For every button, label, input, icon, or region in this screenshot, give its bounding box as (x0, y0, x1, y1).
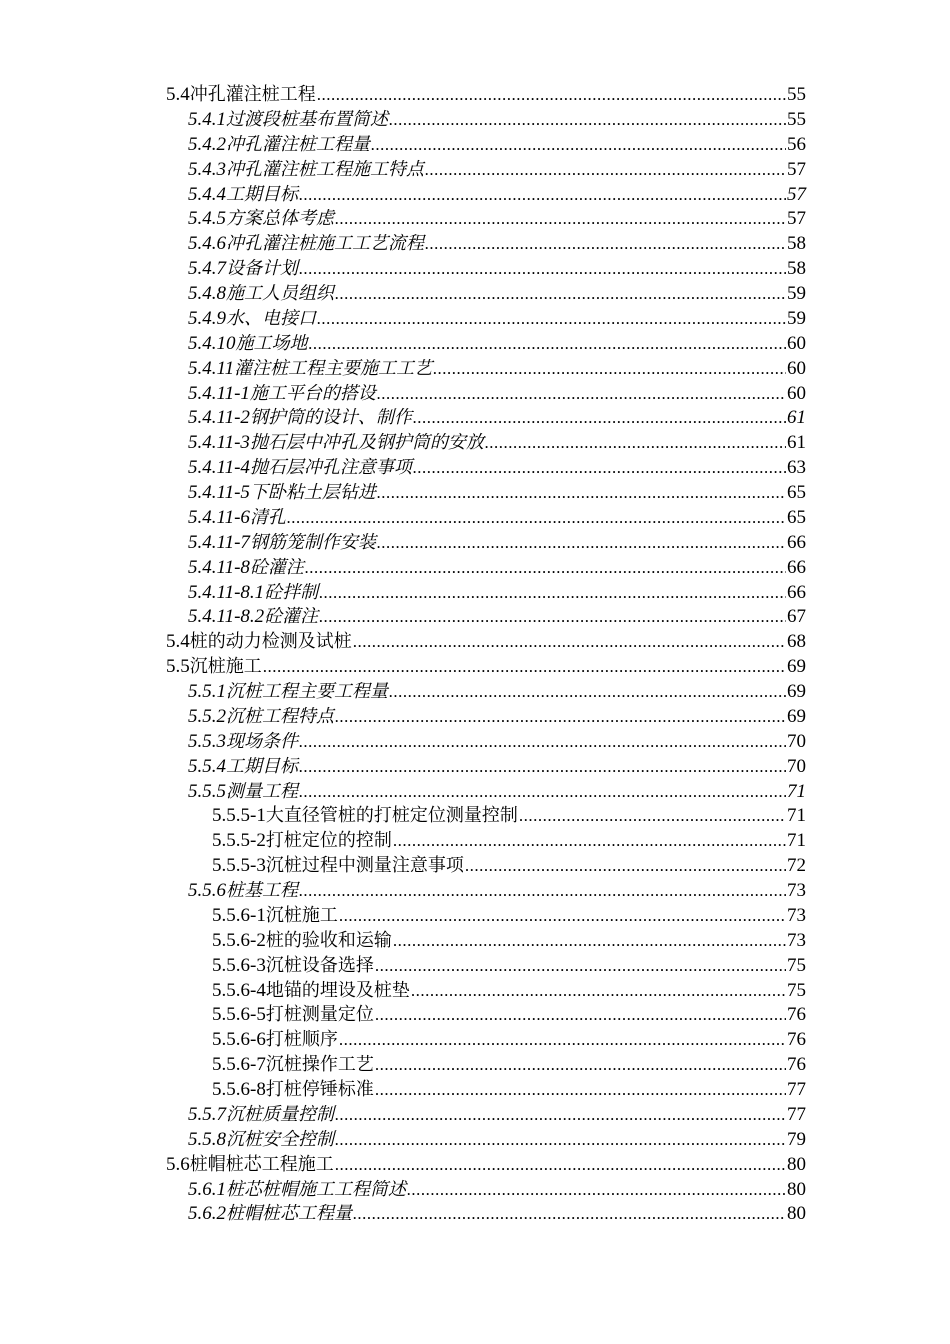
toc-entry[interactable] (166, 826, 806, 851)
toc-leader-dots (299, 881, 786, 901)
toc-entry-page-number: 58 (787, 233, 806, 255)
toc-leader-dots (299, 732, 786, 752)
toc-entry-number: 5.5.5-2 (212, 830, 266, 852)
toc-leader-dots (393, 931, 786, 951)
toc-entry-page-number: 61 (787, 432, 806, 454)
toc-entry-number: 5.6.1 (188, 1178, 226, 1200)
toc-entry-number: 5.4.1 (188, 108, 226, 130)
toc-entry-number: 5.5.7 (188, 1103, 226, 1125)
toc-leader-dots (433, 359, 786, 379)
toc-entry-number: 5.4.8 (188, 283, 226, 304)
toc-entry-title: 过渡段桩基布置简述 (226, 108, 388, 130)
toc-entry[interactable] (166, 727, 806, 752)
toc-entry-title: 桩帽桩芯工程量 (226, 1203, 352, 1225)
toc-entry[interactable] (166, 752, 806, 777)
toc-entry-number: 5.4.11-4 (188, 457, 250, 479)
toc-entry[interactable] (166, 155, 806, 180)
toc-entry-number: 5.4.9 (188, 307, 226, 329)
toc-leader-dots (377, 533, 786, 553)
toc-entry[interactable] (166, 403, 806, 428)
toc-entry[interactable] (166, 254, 806, 279)
toc-entry-number: 5.5.5-3 (212, 855, 266, 877)
toc-leader-dots (299, 185, 786, 205)
toc-leader-dots (519, 806, 786, 826)
toc-entry-number: 5.4.11-8 (188, 556, 250, 578)
toc-entry-page-number: 66 (787, 581, 806, 603)
toc-entry-number: 5.5.2 (188, 705, 226, 727)
toc-leader-dots (335, 707, 786, 727)
toc-entry-number: 5.4.10 (188, 332, 236, 354)
toc-entry-page-number: 73 (787, 880, 806, 901)
toc-entry[interactable] (166, 553, 806, 578)
toc-entry-number: 5.5.6-7 (212, 1054, 266, 1076)
toc-leader-dots (335, 209, 786, 229)
toc-entry-title: 地锚的埋设及桩垫 (265, 979, 410, 1001)
toc-entry-number: 5.5.6-2 (212, 929, 266, 951)
toc-entry[interactable] (166, 578, 806, 603)
toc-entry-title: 打桩停锤标准 (265, 1079, 374, 1100)
toc-entry-title: 设备计划 (226, 258, 298, 280)
toc-entry[interactable] (166, 1025, 806, 1050)
toc-entry-title: 桩帽桩芯工程施工 (189, 1153, 334, 1175)
toc-entry-page-number: 80 (787, 1203, 806, 1225)
toc-leader-dots (389, 110, 786, 130)
toc-leader-dots (353, 632, 786, 652)
toc-entry-number: 5.5.3 (188, 730, 226, 752)
toc-entry[interactable] (166, 478, 806, 503)
toc-entry-title: 大直径管桩的打桩定位测量控制 (265, 805, 518, 827)
toc-entry[interactable] (166, 229, 806, 254)
toc-entry-number: 5.4.11-8.1 (188, 581, 265, 603)
toc-entry-title: 砼拌制 (264, 581, 319, 603)
toc-entry-title: 沉桩施工 (189, 656, 262, 678)
toc-entry-page-number: 75 (787, 979, 806, 1001)
toc-entry[interactable] (166, 80, 806, 105)
toc-entry-number: 5.4.11-7 (188, 531, 250, 553)
toc-entry-title: 测量工程 (226, 780, 298, 802)
toc-entry-page-number: 76 (787, 1004, 806, 1026)
toc-entry-page-number: 75 (787, 954, 806, 976)
toc-entry-page-number: 77 (787, 1103, 806, 1125)
toc-entry[interactable] (166, 379, 806, 404)
toc-entry-number: 5.5.6-5 (212, 1004, 266, 1026)
toc-entry-number: 5.4.5 (188, 208, 226, 230)
toc-entry[interactable] (166, 1050, 806, 1075)
toc-entry-page-number: 71 (787, 805, 806, 827)
toc-entry[interactable] (166, 503, 806, 528)
toc-leader-dots (317, 309, 786, 329)
toc-entry[interactable] (166, 304, 806, 329)
toc-entry-page-number: 67 (787, 606, 806, 628)
toc-entry-page-number: 80 (787, 1153, 806, 1175)
toc-leader-dots (319, 583, 786, 603)
toc-leader-dots (305, 558, 786, 578)
toc-entry-number: 5.5.1 (188, 681, 226, 702)
toc-entry-title: 沉桩过程中测量注意事项 (265, 855, 464, 877)
toc-leader-dots (335, 284, 786, 304)
toc-entry-page-number: 70 (787, 730, 806, 752)
toc-entry-number: 5.4.2 (188, 133, 226, 155)
toc-entry-page-number: 71 (787, 780, 806, 802)
toc-entry[interactable] (166, 876, 806, 901)
toc-entry-number: 5.4.7 (188, 258, 226, 280)
toc-leader-dots (335, 1130, 786, 1150)
toc-entry[interactable] (166, 528, 806, 553)
toc-entry-page-number: 71 (787, 830, 806, 852)
toc-entry[interactable] (166, 279, 806, 304)
toc-leader-dots (411, 981, 786, 1001)
toc-entry-page-number: 79 (787, 1128, 806, 1150)
toc-entry[interactable] (166, 329, 806, 354)
toc-entry-page-number: 72 (787, 855, 806, 877)
toc-entry-title: 沉桩设备选择 (265, 954, 374, 976)
toc-leader-dots (413, 408, 786, 428)
toc-leader-dots (317, 85, 786, 105)
toc-entry-title: 沉桩操作工艺 (265, 1054, 374, 1076)
toc-entry-number: 5.4.11-3 (188, 432, 250, 454)
toc-entry-title: 冲孔灌注桩工程 (189, 84, 316, 105)
toc-entry-title: 现场条件 (226, 730, 298, 752)
toc-entry-title: 打桩顺序 (265, 1029, 338, 1051)
toc-leader-dots (375, 956, 786, 976)
toc-leader-dots (465, 856, 786, 876)
toc-leader-dots (425, 160, 786, 180)
toc-entry[interactable] (166, 1150, 806, 1175)
toc-entry[interactable] (166, 204, 806, 229)
toc-entry-title: 工期目标 (226, 183, 298, 205)
toc-leader-dots (299, 782, 786, 802)
toc-entry-title: 水、电接口 (226, 307, 316, 329)
toc-entry[interactable] (166, 851, 806, 876)
toc-entry-page-number: 70 (787, 755, 806, 777)
toc-entry[interactable] (166, 801, 806, 826)
toc-entry-page-number: 56 (787, 133, 806, 155)
toc-entry[interactable] (166, 1175, 806, 1200)
toc-entry-page-number: 66 (787, 556, 806, 578)
toc-entry-page-number: 58 (787, 258, 806, 280)
toc-entry-page-number: 68 (787, 631, 806, 653)
toc-entry-number: 5.6.2 (188, 1203, 226, 1225)
toc-leader-dots (335, 1105, 786, 1125)
toc-entry-page-number: 73 (787, 929, 806, 951)
toc-entry-title: 抛石层冲孔注意事项 (249, 457, 412, 479)
toc-entry-page-number: 55 (787, 84, 806, 105)
toc-leader-dots (425, 234, 786, 254)
toc-entry[interactable] (166, 602, 806, 627)
toc-entry-page-number: 55 (787, 108, 806, 130)
toc-entry-number: 5.4.3 (188, 158, 226, 180)
toc-entry-page-number: 59 (787, 307, 806, 329)
toc-entry[interactable] (166, 180, 806, 205)
toc-leader-dots (299, 259, 786, 279)
toc-entry-page-number: 63 (787, 457, 806, 479)
toc-leader-dots (353, 1204, 786, 1224)
toc-entry[interactable] (166, 130, 806, 155)
toc-entry-title: 施工场地 (235, 332, 308, 354)
toc-entry-page-number: 60 (787, 357, 806, 379)
toc-entry[interactable] (166, 1125, 806, 1150)
toc-entry-number: 5.5.6-3 (212, 954, 266, 976)
toc-entry[interactable] (166, 652, 806, 677)
toc-entry-title: 桩的动力检测及试桩 (189, 631, 352, 653)
toc-entry-title: 施工人员组织 (226, 283, 334, 304)
toc-entry-page-number: 57 (787, 183, 806, 205)
toc-entry-page-number: 69 (787, 705, 806, 727)
toc-entry-page-number: 57 (787, 158, 806, 180)
toc-entry-title: 冲孔灌注桩工程量 (226, 133, 370, 155)
toc-leader-dots (377, 384, 786, 404)
toc-entry[interactable] (166, 354, 806, 379)
toc-entry-page-number: 69 (787, 656, 806, 678)
toc-entry-page-number: 69 (787, 681, 806, 702)
toc-entry[interactable] (166, 1199, 806, 1224)
toc-entry-page-number: 57 (787, 208, 806, 230)
toc-entry-number: 5.4.11-8.2 (188, 606, 265, 628)
toc-entry-page-number: 60 (787, 382, 806, 404)
toc-leader-dots (413, 458, 786, 478)
toc-entry-page-number: 76 (787, 1029, 806, 1051)
toc-entry-number: 5.5.5 (188, 780, 226, 802)
toc-leader-dots (375, 1080, 786, 1100)
toc-entry[interactable] (166, 1100, 806, 1125)
toc-entry-page-number: 76 (787, 1054, 806, 1076)
toc-entry-number: 5.5.6-8 (212, 1079, 266, 1100)
toc-leader-dots (309, 334, 787, 354)
toc-entry-title: 桩的验收和运输 (265, 929, 392, 951)
toc-entry[interactable] (166, 777, 806, 802)
toc-entry-title: 钢筋笼制作安装 (249, 531, 376, 553)
toc-leader-dots (377, 483, 786, 503)
toc-entry-title: 下卧粘土层钻进 (249, 482, 376, 503)
toc-entry-title: 工期目标 (226, 755, 298, 777)
toc-entry-number: 5.5 (166, 656, 190, 678)
toc-leader-dots (371, 135, 786, 155)
toc-entry-number: 5.4.11-6 (188, 506, 250, 528)
toc-entry[interactable] (166, 453, 806, 478)
toc-entry-title: 桩基工程 (226, 880, 298, 901)
toc-entry-number: 5.4 (166, 84, 190, 105)
toc-entry-number: 5.5.4 (188, 755, 226, 777)
toc-entry[interactable] (166, 1000, 806, 1025)
toc-entry-number: 5.4 (166, 631, 190, 653)
toc-entry-number: 5.4.6 (188, 233, 226, 255)
toc-entry-number: 5.4.11 (188, 357, 235, 379)
toc-entry[interactable] (166, 105, 806, 130)
toc-entry-title: 沉桩施工 (265, 904, 338, 926)
toc-entry-title: 清孔 (249, 506, 286, 528)
toc-entry-title: 冲孔灌注桩施工工艺流程 (226, 233, 424, 255)
toc-entry-number: 5.4.11-2 (188, 407, 250, 429)
toc-entry-number: 5.4.11-5 (188, 482, 250, 503)
toc-leader-dots (263, 657, 786, 677)
toc-entry-number: 5.5.6 (188, 880, 226, 901)
toc-leader-dots (375, 1005, 786, 1025)
toc-entry-page-number: 60 (787, 332, 806, 354)
toc-entry-number: 5.4.11-1 (188, 382, 250, 404)
toc-entry[interactable] (166, 677, 806, 702)
toc-leader-dots (287, 508, 786, 528)
toc-entry-page-number: 61 (787, 407, 806, 429)
toc-leader-dots (375, 1055, 786, 1075)
toc-entry[interactable] (166, 901, 806, 926)
toc-entry-page-number: 73 (787, 904, 806, 926)
toc-entry-page-number: 65 (787, 506, 806, 528)
toc-leader-dots (407, 1180, 786, 1200)
toc-entry-title: 方案总体考虑 (226, 208, 334, 230)
toc-entry-page-number: 80 (787, 1178, 806, 1200)
toc-entry-title: 桩芯桩帽施工工程简述 (226, 1178, 406, 1200)
toc-entry-title: 沉桩工程特点 (226, 705, 334, 727)
toc-entry-title: 砼灌注 (249, 556, 304, 578)
toc-entry[interactable] (166, 627, 806, 652)
toc-entry-number: 5.5.6-6 (212, 1029, 266, 1051)
toc-entry-page-number: 65 (787, 482, 806, 503)
toc-entry-page-number: 66 (787, 531, 806, 553)
toc-entry-title: 灌注桩工程主要施工工艺 (234, 357, 433, 379)
table-of-contents (166, 80, 806, 1224)
toc-entry-page-number: 59 (787, 283, 806, 304)
toc-entry-number: 5.4.4 (188, 183, 226, 205)
toc-entry-page-number: 77 (787, 1079, 806, 1100)
toc-leader-dots (393, 831, 786, 851)
toc-entry[interactable] (166, 1075, 806, 1100)
toc-entry[interactable] (166, 951, 806, 976)
toc-entry[interactable] (166, 926, 806, 951)
toc-entry-number: 5.6 (166, 1153, 190, 1175)
toc-entry[interactable] (166, 976, 806, 1001)
toc-entry-title: 钢护筒的设计、制作 (249, 407, 412, 429)
toc-entry-title: 打桩测量定位 (265, 1004, 374, 1026)
toc-entry-number: 5.5.8 (188, 1128, 226, 1150)
toc-entry-title: 施工平台的搭设 (249, 382, 376, 404)
toc-leader-dots (339, 1030, 786, 1050)
toc-leader-dots (485, 433, 786, 453)
toc-entry-title: 冲孔灌注桩工程施工特点 (226, 158, 424, 180)
toc-leader-dots (299, 757, 786, 777)
toc-entry-title: 抛石层中冲孔及钢护筒的安放 (249, 432, 484, 454)
toc-leader-dots (319, 607, 786, 627)
toc-entry-title: 沉桩质量控制 (226, 1103, 334, 1125)
toc-entry-number: 5.5.6-4 (212, 979, 266, 1001)
toc-entry-title: 沉桩工程主要工程量 (226, 681, 388, 702)
toc-leader-dots (389, 682, 786, 702)
toc-entry-number: 5.5.6-1 (212, 904, 266, 926)
toc-leader-dots (335, 1155, 786, 1175)
toc-entry[interactable] (166, 702, 806, 727)
toc-entry-title: 沉桩安全控制 (226, 1128, 334, 1150)
toc-leader-dots (339, 906, 786, 926)
toc-entry-title: 砼灌注 (264, 606, 319, 628)
toc-entry-title: 打桩定位的控制 (265, 830, 392, 852)
toc-entry[interactable] (166, 428, 806, 453)
toc-entry-number: 5.5.5-1 (212, 805, 266, 827)
